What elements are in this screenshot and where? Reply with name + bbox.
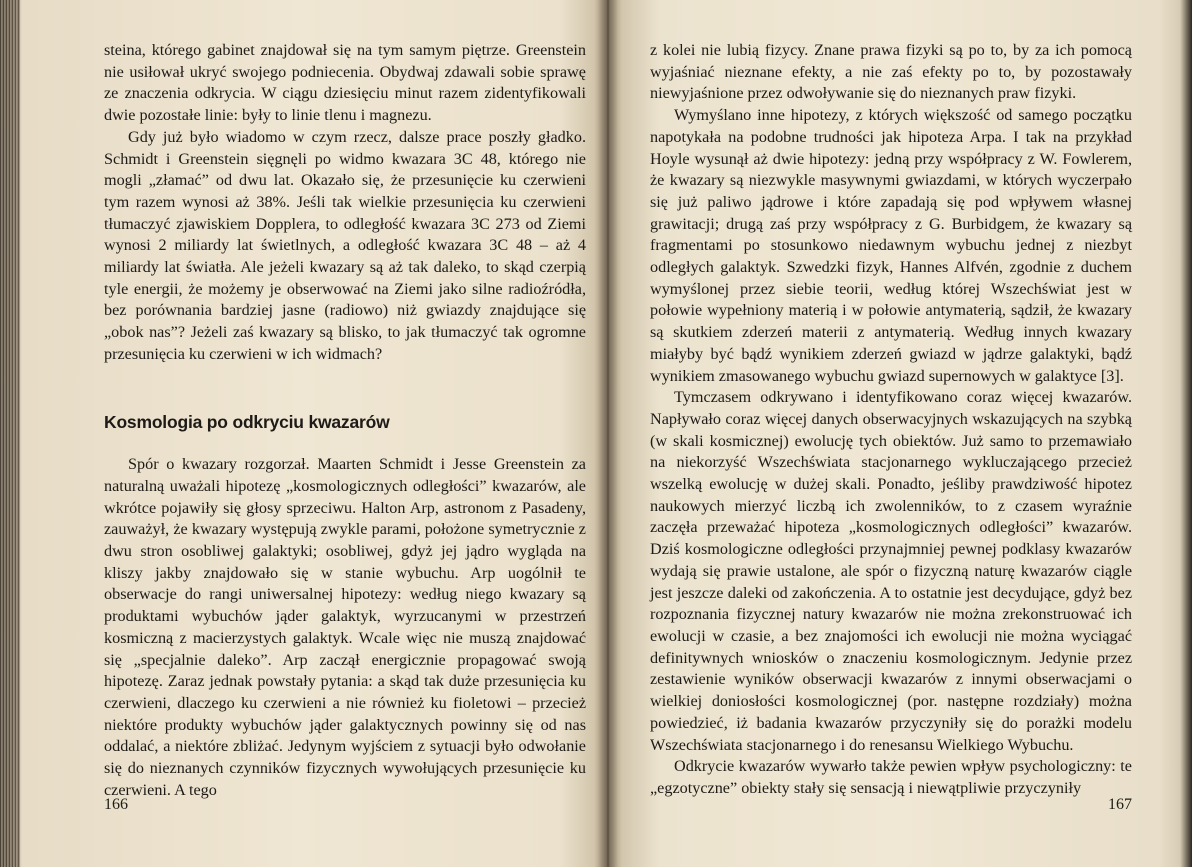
paragraph: Tymczasem odkrywano i identyfikowano coraz więcej kwazarów. Napływało coraz więcej danych obserwacyjnych wskazujących na szybką (w skali kosmicznej) ewolucję tych obiektów. Już samo to przemawiało na niekorzyść Wszechświata stacjonarnego wykluczającego przecież wszelką ewolucję w dużej skali. Ponadto, jeśliby prawdziwość hipotez naukowych mierzyć liczbą ich zwolenników, to z czasem wyraźnie zaczęła przeważać hipoteza „kosmologicznych odległości” kwazarów. Dziś kosmologiczne odległości przynajmniej pewnej podklasy kwazarów wydają się prawie ustalone, ale spór o fizyczną naturę kwazarów ciągle jest jeszcze daleki od zakończenia. A to ostatnie jest decydujące, gdyż bez rozpoznania fizycznej natury kwazarów nie można zrekonstruować ich ewolucji w czasie, a bez znajomości ich ewolucji nie można wyciągać definitywnych wniosków o znaczeniu kosmologicznym. Jedynie przez zestawienie wyników obserwacji kwazarów z innymi obserwacjami o wielkiej doniosłości kosmologicznej (por. następne rozdziały) można powiedzieć, iż badania kwazarów przyczyniły się do porażki modelu Wszechświata stacjonarnego i do renesansu Wielkiego Wybuchu. xyxy=(650,388,1132,754)
paragraph: Gdy już było wiadomo w czym rzecz, dalsze prace poszły gładko. Schmidt i Greenstein sięgnęli po widmo kwazara 3C 48, którego nie mogli „złamać” od dwu lat. Okazało się, że przesunięcie ku czerwieni tym razem wynosi aż 38%. Jeśli tak wielkie przesunięcia ku czerwieni tłumaczyć zjawiskiem Dopplera, to odległość kwazara 3C 273 od Ziemi wynosi 2 miliardy lat świetlnych, a odległość kwazara 3C 48 – aż 4 miliardy lat światła. Ale jeżeli kwazary są aż tak daleko, to skąd czerpią tyle energii, że możemy je obserwować na Ziemi jako silne radioźródła, bez porównania bardziej jasne (radiowo) niż gwiazdy znajdujące się „obok nas”? Jeżeli zaś kwazary są blisko, to jak tłumaczyć tak ogromne przesunięcia ku czerwieni w ich widmach? xyxy=(104,127,586,363)
section-heading: Kosmologia po odkryciu kwazarów xyxy=(104,411,390,432)
paragraph: z kolei nie lubią fizycy. Znane prawa fizyki są po to, by za ich pomocą wyjaśniać nieznane efekty, a nie zaś efekty po to, by pozostawały niewyjaśnione przez odwoływanie się do nieznanych praw fizyki. xyxy=(650,41,1132,103)
book-gutter xyxy=(594,0,622,867)
paragraph: Wymyślano inne hipotezy, z których większość od samego początku napotykała na podobne trudności jak hipoteza Arpa. I tak na przykład Hoyle wysunął aż dwie hipotezy: jedną przy współpracy z W. Fowlerem, że kwazary są niezwykle masywnymi gwiazdami, w których wyczerpało się już paliwo jądrowe i które zapadają się pod wpływem własnej grawitacji; drugą zaś przy współpracy z G. Burbidgem, że kwazary są fragmentami po stosunkowo niedawnym wybuchu jednej z niezbyt odległych galaktyk. Szwedzki fizyk, Hannes Alfvén, zgodnie z duchem wymyślonej przez siebie teorii, według której Wszechświat jest w połowie wypełniony materią i w połowie antymaterią, sądził, że kwazary są skutkiem zderzeń materii z antymaterią. Według innych kwazary miałyby być bądź wynikiem zderzeń gwiazd w jądrze galaktyki, bądź wynikiem zmasowanego wybuchu gwiazd supernowych w galaktyce [3]. xyxy=(650,106,1132,385)
page-number-right: 167 xyxy=(1108,796,1132,813)
left-page xyxy=(104,40,586,802)
paragraph: steina, którego gabinet znajdował się na tym samym piętrze. Greenstein nie usiłował ukryć swojego podniecenia. Obydwaj zdawali sobie sprawę ze znaczenia odkrycia. W ciągu dziesięciu minut razem zidentyfikowali dwie pozostałe linie: były to linie tlenu i magnezu. xyxy=(104,41,586,125)
right-page xyxy=(650,40,1132,800)
page-stack-edge xyxy=(0,0,20,867)
paragraph: Spór o kwazary rozgorzał. Maarten Schmidt i Jesse Greenstein za naturalną uważali hipotezę „kosmologicznych odległości” kwazarów, ale wkrótce pojawiły się głosy sprzeciwu. Halton Arp, astronom z Pasadeny, zauważył, że kwazary występują zwykle parami, położone symetrycznie z dwu stron osobliwej galaktyki; osobliwej, gdyż jej jądro wygląda na kliszy jakby znajdowało się w stanie wybuchu. Arp uogólnił te obserwacje do rangi uniwersalnej hipotezy: według niego kwazary są produktami wybuchów jąder galaktyk, wyrzucanymi w przestrzeń kosmiczną z macierzystych galaktyk. Wcale więc nie muszą znajdować się „specjalnie daleko”. Arp zaczął energicznie propagować swoją hipotezę. Zaraz jednak powstały pytania: a skąd tak duże przesunięcia ku czerwieni, dlaczego ku czerwieni a nie również ku fioletowi – przecież niektóre produkty wybuchów jąder galaktycznych powinny się od nas oddalać, a niektóre zbliżać. Jedynym wyjściem z sytuacji było odwołanie się do nieznanych czynników fizycznych wywołujących przesunięcie ku czerwieni. A tego xyxy=(104,455,586,799)
paragraph: Odkrycie kwazarów wywarło także pewien wpływ psychologiczny: te „egzotyczne” obiekty stały się sensacją i niewątpliwie przyczyniły xyxy=(650,757,1132,797)
page-number-left: 166 xyxy=(104,796,128,813)
